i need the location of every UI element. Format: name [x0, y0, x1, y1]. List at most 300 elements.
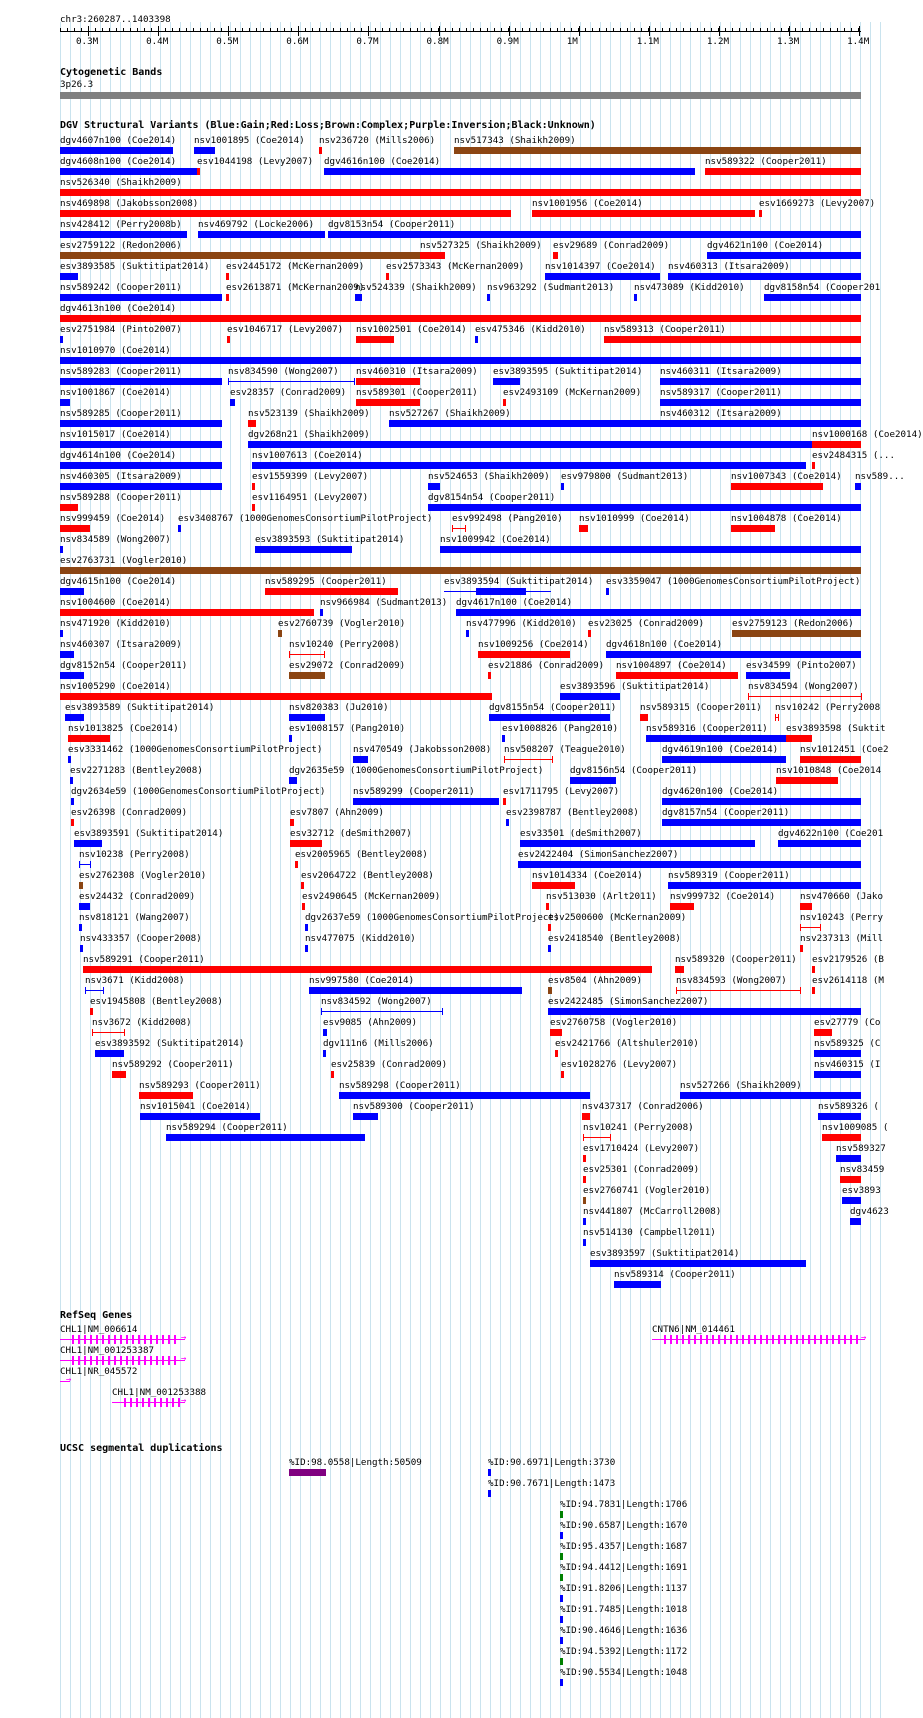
dgv-feature-label: esv32712 (deSmith2007) [290, 828, 412, 839]
refseq-strand-arrow-icon: → [66, 1375, 72, 1385]
dgv-feature-bar[interactable] [478, 651, 570, 658]
dgv-feature-bar[interactable] [579, 525, 588, 532]
ruler-minor-tick [179, 28, 180, 32]
dgv-feature-bar[interactable] [70, 777, 73, 784]
dgv-feature-label: nsv1012451 (Coe2 [800, 744, 889, 755]
dgv-feature-bar[interactable] [356, 336, 394, 343]
dgv-feature-bar[interactable] [836, 1155, 861, 1162]
dgv-feature-bar[interactable] [290, 840, 322, 847]
dgv-feature-bar[interactable] [79, 924, 82, 931]
dgv-feature-bar[interactable] [812, 462, 815, 469]
dgv-feature-bar[interactable] [800, 945, 803, 952]
segdup-bar[interactable] [560, 1553, 563, 1560]
dgv-feature-bar[interactable] [289, 777, 297, 784]
dgv-feature-bar[interactable] [800, 756, 861, 763]
dgv-feature-bar[interactable] [840, 1176, 861, 1183]
cytoband-bar[interactable] [60, 92, 861, 99]
ruler-minor-tick [403, 28, 404, 32]
dgv-feature-bar[interactable] [178, 525, 181, 532]
dgv-feature-bar[interactable] [606, 588, 609, 595]
dgv-feature-label: nsv460312 (Itsara2009) [660, 408, 782, 419]
refseq-gene-exon [96, 1335, 98, 1344]
dgv-feature-interval[interactable] [504, 759, 552, 760]
dgv-feature-bar[interactable] [248, 441, 861, 448]
segdup-bar[interactable] [560, 1511, 563, 1518]
dgv-feature-bar[interactable] [301, 882, 304, 889]
ruler-minor-tick [599, 28, 600, 32]
ruler-minor-tick [263, 28, 264, 32]
segdup-bar[interactable] [488, 1490, 491, 1497]
dgv-feature-label: nsv589298 (Cooper2011) [339, 1080, 461, 1091]
dgv-feature-bar[interactable] [252, 462, 806, 469]
ruler-minor-tick [620, 28, 621, 32]
dgv-feature-bar[interactable] [353, 1113, 378, 1120]
dgv-feature-bar[interactable] [60, 378, 222, 385]
dgv-feature-bar[interactable] [555, 1050, 558, 1057]
dgv-feature-bar[interactable] [331, 1071, 334, 1078]
dgv-feature-bar[interactable] [60, 672, 84, 679]
dgv-feature-label: dgv268n21 (Shaikh2009) [248, 429, 370, 440]
segdup-bar[interactable] [560, 1616, 563, 1623]
dgv-feature-bar[interactable] [227, 336, 230, 343]
dgv-feature-bar[interactable] [476, 588, 526, 595]
dgv-feature-label: esv25301 (Conrad2009) [583, 1164, 700, 1175]
dgv-feature-bar[interactable] [759, 210, 762, 217]
dgv-feature-bar[interactable] [506, 819, 509, 826]
dgv-feature-bar[interactable] [139, 1092, 193, 1099]
dgv-feature-bar[interactable] [616, 672, 738, 679]
segdup-bar[interactable] [560, 1574, 563, 1581]
dgv-feature-bar[interactable] [309, 987, 522, 994]
dgv-feature-bar[interactable] [79, 903, 90, 910]
ruler-minor-tick [235, 28, 236, 32]
dgv-interval-end [820, 924, 821, 931]
ruler-minor-tick [627, 28, 628, 32]
segdup-label: %ID:90.4646|Length:1636 [560, 1625, 688, 1636]
dgv-feature-interval[interactable] [676, 990, 800, 991]
dgv-feature-bar[interactable] [850, 1218, 861, 1225]
ruler-minor-tick [389, 28, 390, 32]
dgv-feature-bar[interactable] [646, 735, 786, 742]
segdup-bar[interactable] [560, 1532, 563, 1539]
dgv-feature-bar[interactable] [502, 735, 505, 742]
grid-line [440, 22, 441, 1718]
dgv-feature-bar[interactable] [583, 1239, 586, 1246]
ruler-minor-tick [704, 28, 705, 32]
ruler-tick-label: 1.3M [777, 36, 800, 47]
ruler-minor-tick [802, 28, 803, 32]
refseq-gene-exon [718, 1335, 720, 1344]
dgv-feature-bar[interactable] [614, 1281, 661, 1288]
dgv-feature-bar[interactable] [561, 483, 564, 490]
dgv-feature-bar[interactable] [323, 1029, 327, 1036]
refseq-gene-exon [796, 1335, 798, 1344]
dgv-feature-bar[interactable] [290, 819, 294, 826]
dgv-feature-bar[interactable] [386, 273, 389, 280]
dgv-feature-bar[interactable] [60, 231, 187, 238]
dgv-feature-interval[interactable] [79, 864, 90, 865]
ruler-minor-tick [858, 28, 859, 32]
dgv-feature-label: esv3893593 (Suktitipat2014) [255, 534, 405, 545]
dgv-feature-bar[interactable] [680, 1092, 861, 1099]
dgv-feature-bar[interactable] [60, 147, 173, 154]
segdup-bar[interactable] [560, 1637, 563, 1644]
dgv-feature-bar[interactable] [60, 420, 222, 427]
dgv-feature-label: nsv1009085 ( [822, 1122, 889, 1133]
dgv-feature-bar[interactable] [140, 1113, 260, 1120]
dgv-feature-bar[interactable] [252, 483, 255, 490]
dgv-feature-bar[interactable] [456, 609, 861, 616]
dgv-feature-bar[interactable] [60, 588, 84, 595]
dgv-feature-bar[interactable] [583, 1155, 586, 1162]
dgv-feature-bar[interactable] [68, 735, 110, 742]
dgv-feature-bar[interactable] [561, 1071, 564, 1078]
dgv-feature-bar[interactable] [532, 210, 755, 217]
dgv-feature-bar[interactable] [323, 1050, 326, 1057]
ruler-minor-tick [95, 28, 96, 32]
dgv-feature-bar[interactable] [389, 420, 861, 427]
dgv-feature-bar[interactable] [319, 147, 322, 154]
dgv-feature-bar[interactable] [71, 798, 74, 805]
dgv-feature-bar[interactable] [812, 441, 861, 448]
dgv-feature-bar[interactable] [503, 399, 506, 406]
dgv-feature-bar[interactable] [590, 1260, 806, 1267]
dgv-feature-bar[interactable] [226, 294, 229, 301]
refseq-gene-exon [826, 1335, 828, 1344]
segdup-label: %ID:94.7831|Length:1706 [560, 1499, 688, 1510]
dgv-feature-bar[interactable] [660, 399, 861, 406]
dgv-feature-interval[interactable] [85, 990, 103, 991]
dgv-feature-bar[interactable] [800, 903, 812, 910]
dgv-feature-bar[interactable] [60, 546, 63, 553]
ruler-minor-tick [669, 28, 670, 32]
dgv-feature-bar[interactable] [454, 147, 861, 154]
dgv-feature-label: esv2500600 (McKernan2009) [548, 912, 687, 923]
dgv-feature-bar[interactable] [289, 735, 292, 742]
segdup-bar[interactable] [289, 1469, 326, 1476]
dgv-feature-bar[interactable] [324, 168, 695, 175]
segdup-bar[interactable] [560, 1658, 563, 1665]
dgv-feature-bar[interactable] [705, 168, 861, 175]
refseq-gene-exon [778, 1335, 780, 1344]
dgv-feature-bar[interactable] [289, 714, 325, 721]
dgv-feature-bar[interactable] [60, 483, 222, 490]
ruler-minor-tick [347, 28, 348, 32]
dgv-feature-bar[interactable] [588, 630, 591, 637]
dgv-feature-bar[interactable] [320, 609, 323, 616]
dgv-feature-bar[interactable] [60, 693, 492, 700]
dgv-feature-label: esv2751984 (Pinto2007) [60, 324, 182, 335]
dgv-feature-bar[interactable] [822, 1134, 861, 1141]
dgv-feature-bar[interactable] [60, 336, 63, 343]
dgv-feature-bar[interactable] [197, 168, 200, 175]
dgv-feature-bar[interactable] [812, 966, 815, 973]
dgv-feature-label: nsv437317 (Conrad2006) [582, 1101, 704, 1112]
dgv-feature-bar[interactable] [814, 1050, 861, 1057]
dgv-feature-bar[interactable] [60, 504, 78, 511]
dgv-feature-bar[interactable] [670, 903, 694, 910]
dgv-feature-bar[interactable] [60, 252, 420, 259]
dgv-feature-bar[interactable] [60, 315, 861, 322]
dgv-feature-bar[interactable] [60, 189, 861, 196]
dgv-feature-bar[interactable] [548, 1008, 861, 1015]
dgv-interval-start [289, 651, 290, 658]
dgv-feature-bar[interactable] [166, 1134, 365, 1141]
dgv-feature-bar[interactable] [420, 252, 445, 259]
dgv-feature-label: nsv834590 (Wong2007) [228, 366, 339, 377]
dgv-feature-bar[interactable] [778, 840, 861, 847]
dgv-feature-bar[interactable] [60, 441, 222, 448]
dgv-feature-bar[interactable] [80, 945, 83, 952]
dgv-feature-bar[interactable] [60, 567, 861, 574]
dgv-feature-bar[interactable] [60, 609, 314, 616]
dgv-feature-bar[interactable] [60, 630, 63, 637]
dgv-interval-end [610, 1134, 611, 1141]
dgv-feature-bar[interactable] [545, 273, 660, 280]
ruler-tick-label: 1M [566, 36, 578, 47]
dgv-feature-bar[interactable] [583, 1218, 586, 1225]
refseq-gene-exon [178, 1398, 180, 1407]
segdup-bar[interactable] [560, 1595, 563, 1602]
dgv-feature-bar[interactable] [814, 1071, 861, 1078]
dgv-feature-bar[interactable] [440, 546, 861, 553]
dgv-feature-bar[interactable] [353, 798, 499, 805]
dgv-feature-label: nsv1014334 (Coe2014) [532, 870, 643, 881]
dgv-feature-bar[interactable] [60, 273, 78, 280]
dgv-feature-bar[interactable] [640, 714, 648, 721]
ruler-minor-tick [123, 28, 124, 32]
dgv-feature-bar[interactable] [65, 714, 84, 721]
dgv-feature-bar[interactable] [339, 1092, 590, 1099]
dgv-feature-label: esv2762308 (Vogler2010) [79, 870, 207, 881]
dgv-feature-label: esv992498 (Pang2010) [452, 513, 563, 524]
dgv-feature-bar[interactable] [560, 693, 620, 700]
dgv-feature-interval[interactable] [452, 528, 465, 529]
dgv-feature-bar[interactable] [731, 525, 775, 532]
dgv-feature-interval[interactable] [748, 696, 861, 697]
ruler-minor-tick [207, 28, 208, 32]
dgv-interval-end [861, 693, 862, 700]
dgv-feature-bar[interactable] [732, 630, 861, 637]
dgv-feature-bar[interactable] [68, 756, 71, 763]
dgv-interval-start [92, 1029, 93, 1036]
dgv-feature-bar[interactable] [786, 735, 812, 742]
refseq-gene-exon [730, 1335, 732, 1344]
dgv-feature-label: nsv589300 (Cooper2011) [353, 1101, 475, 1112]
dgv-feature-bar[interactable] [604, 336, 861, 343]
dgv-feature-label: esv2418540 (Bentley2008) [548, 933, 681, 944]
dgv-feature-label: nsv3671 (Kidd2008) [85, 975, 185, 986]
dgv-feature-bar[interactable] [230, 399, 235, 406]
dgv-feature-bar[interactable] [278, 630, 282, 637]
dgv-feature-bar[interactable] [428, 504, 861, 511]
dgv-feature-bar[interactable] [60, 399, 70, 406]
ruler-minor-tick [459, 28, 460, 32]
dgv-feature-label: esv2763731 (Vogler2010) [60, 555, 188, 566]
dgv-feature-bar[interactable] [583, 1176, 586, 1183]
segdup-label: %ID:94.5392|Length:1172 [560, 1646, 688, 1657]
dgv-feature-bar[interactable] [553, 252, 558, 259]
dgv-feature-bar[interactable] [731, 483, 823, 490]
dgv-feature-label: nsv1001895 (Coe2014) [194, 135, 305, 146]
dgv-feature-label: nsv834594 (Wong2007) [748, 681, 859, 692]
dgv-feature-bar[interactable] [95, 1050, 124, 1057]
dgv-feature-bar[interactable] [226, 273, 229, 280]
refseq-gene-label: CHL1|NM_006614 [60, 1324, 138, 1335]
dgv-feature-bar[interactable] [550, 1029, 562, 1036]
dgv-feature-label: nsv589322 (Cooper2011) [705, 156, 827, 167]
dgv-feature-bar[interactable] [248, 420, 256, 427]
dgv-feature-interval[interactable] [92, 1032, 124, 1033]
dgv-feature-bar[interactable] [305, 945, 308, 952]
ruler-minor-tick [494, 28, 495, 32]
dgv-feature-bar[interactable] [548, 924, 551, 931]
dgv-feature-bar[interactable] [487, 294, 490, 301]
dgv-feature-bar[interactable] [252, 504, 255, 511]
dgv-feature-label: nsv470660 (Jako [800, 891, 883, 902]
ruler-minor-tick [277, 28, 278, 32]
dgv-feature-bar[interactable] [660, 420, 663, 427]
dgv-feature-label: nsv997580 (Coe2014) [309, 975, 415, 986]
ruler-minor-tick [81, 28, 82, 32]
dgv-feature-label: dgv8153n54 (Cooper2011) [328, 219, 456, 230]
refseq-gene-label: CHL1|NM_001253387 [60, 1345, 155, 1356]
dgv-feature-label: nsv1004878 (Coe2014) [731, 513, 842, 524]
dgv-feature-label: nsv1007613 (Coe2014) [252, 450, 363, 461]
ruler-minor-tick [844, 28, 845, 32]
dgv-feature-label: nsv473089 (Kidd2010) [634, 282, 745, 293]
dgv-feature-bar[interactable] [764, 294, 861, 301]
dgv-feature-bar[interactable] [60, 525, 90, 532]
dgv-feature-bar[interactable] [428, 483, 440, 490]
dgv-feature-bar[interactable] [356, 378, 420, 385]
dgv-feature-bar[interactable] [493, 378, 520, 385]
dgv-feature-bar[interactable] [776, 777, 838, 784]
dgv-feature-bar[interactable] [570, 777, 616, 784]
dgv-feature-bar[interactable] [112, 1071, 126, 1078]
dgv-feature-bar[interactable] [546, 903, 549, 910]
dgv-feature-bar[interactable] [583, 1197, 586, 1204]
dgv-feature-label: nsv10240 (Perry2008) [289, 639, 400, 650]
dgv-feature-bar[interactable] [328, 231, 861, 238]
dgv-feature-bar[interactable] [79, 882, 83, 889]
dgv-feature-bar[interactable] [60, 294, 222, 301]
dgv-feature-bar[interactable] [466, 630, 469, 637]
dgv-feature-bar[interactable] [489, 714, 610, 721]
dgv-feature-bar[interactable] [83, 966, 652, 973]
dgv-feature-bar[interactable] [194, 147, 215, 154]
dgv-feature-bar[interactable] [475, 336, 478, 343]
dgv-feature-label: nsv589317 (Cooper2011) [660, 387, 782, 398]
dgv-feature-bar[interactable] [60, 651, 74, 658]
dgv-feature-bar[interactable] [305, 924, 308, 931]
dgv-feature-bar[interactable] [668, 273, 861, 280]
dgv-feature-interval[interactable] [289, 654, 324, 655]
dgv-feature-bar[interactable] [668, 882, 861, 889]
dgv-feature-bar[interactable] [289, 672, 325, 679]
dgv-feature-label: nsv469792 (Locke2006) [198, 219, 315, 230]
dgv-feature-interval[interactable] [800, 927, 820, 928]
dgv-feature-bar[interactable] [518, 861, 861, 868]
dgv-feature-bar[interactable] [60, 357, 861, 364]
segdup-bar[interactable] [488, 1469, 491, 1476]
ruler-minor-tick [543, 28, 544, 32]
dgv-feature-bar[interactable] [60, 210, 511, 217]
dgv-feature-label: nsv1009942 (Coe2014) [440, 534, 551, 545]
dgv-feature-label: esv3408767 (1000GenomesConsortiumPilotProject) [178, 513, 433, 524]
dgv-feature-bar[interactable] [265, 588, 398, 595]
dgv-feature-bar[interactable] [71, 819, 74, 826]
dgv-feature-bar[interactable] [634, 294, 637, 301]
dgv-feature-bar[interactable] [855, 483, 861, 490]
ruler-minor-tick [830, 28, 831, 32]
dgv-feature-bar[interactable] [812, 987, 815, 994]
grid-line [460, 22, 461, 1718]
ruler-tick-label: 0.3M [76, 36, 99, 47]
dgv-feature-bar[interactable] [255, 546, 352, 553]
refseq-gene-exon [156, 1335, 158, 1344]
dgv-feature-bar[interactable] [356, 399, 420, 406]
dgv-feature-bar[interactable] [295, 861, 298, 868]
dgv-feature-bar[interactable] [818, 1113, 861, 1120]
dgv-feature-bar[interactable] [662, 819, 861, 826]
dgv-feature-bar[interactable] [198, 231, 325, 238]
dgv-feature-bar[interactable] [302, 903, 305, 910]
dgv-feature-bar[interactable] [842, 1197, 861, 1204]
dgv-feature-bar[interactable] [353, 756, 368, 763]
dgv-feature-bar[interactable] [488, 672, 491, 679]
dgv-feature-label: esv1028276 (Levy2007) [561, 1059, 678, 1070]
refseq-gene-exon [748, 1335, 750, 1344]
ruler-minor-tick [823, 28, 824, 32]
grid-line [270, 22, 271, 1718]
dgv-feature-bar[interactable] [60, 462, 222, 469]
dgv-feature-bar[interactable] [814, 1029, 832, 1036]
dgv-feature-bar[interactable] [582, 1113, 590, 1120]
dgv-feature-bar[interactable] [660, 378, 861, 385]
refseq-gene-exon [144, 1335, 146, 1344]
refseq-gene-exon [138, 1356, 140, 1365]
dgv-feature-bar[interactable] [606, 651, 861, 658]
dgv-feature-bar[interactable] [90, 1008, 93, 1015]
dgv-feature-interval[interactable] [321, 1011, 442, 1012]
segdup-bar[interactable] [560, 1679, 563, 1686]
dgv-feature-interval[interactable] [583, 1137, 610, 1138]
dgv-feature-interval[interactable] [228, 381, 354, 382]
dgv-feature-label: esv1044198 (Levy2007) [197, 156, 314, 167]
refseq-gene-exon [108, 1335, 110, 1344]
dgv-feature-bar[interactable] [662, 756, 786, 763]
ruler-minor-tick [641, 28, 642, 32]
dgv-feature-bar[interactable] [74, 840, 102, 847]
refseq-gene-exon [90, 1335, 92, 1344]
dgv-feature-bar[interactable] [503, 798, 506, 805]
dgv-feature-bar[interactable] [662, 798, 861, 805]
dgv-feature-bar[interactable] [707, 252, 861, 259]
dgv-feature-bar[interactable] [675, 966, 684, 973]
dgv-feature-bar[interactable] [60, 168, 199, 175]
ruler-axis [60, 31, 861, 32]
dgv-feature-bar[interactable] [746, 672, 790, 679]
refseq-gene-exon [736, 1335, 738, 1344]
dgv-feature-bar[interactable] [355, 294, 362, 301]
dgv-feature-bar[interactable] [520, 840, 755, 847]
dgv-feature-bar[interactable] [532, 882, 575, 889]
ruler-minor-tick [445, 28, 446, 32]
dgv-feature-bar[interactable] [548, 987, 552, 994]
dgv-feature-bar[interactable] [548, 945, 551, 952]
dgv-feature-label: dgv4616n100 (Coe2014) [324, 156, 441, 167]
